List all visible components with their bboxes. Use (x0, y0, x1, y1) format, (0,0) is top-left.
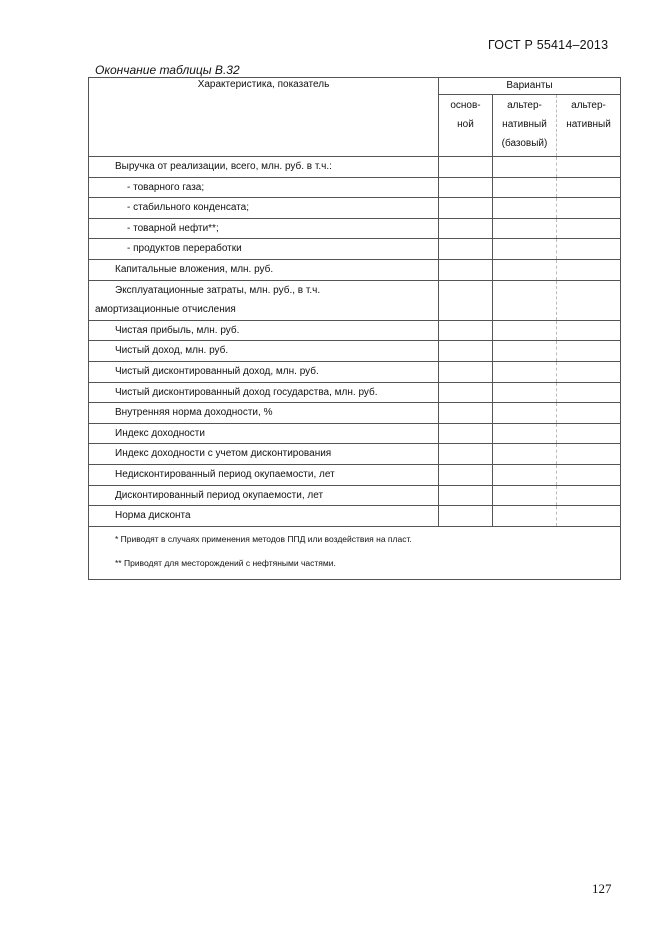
col-header-alt-base: альтер- нативный (базовый) (493, 95, 557, 157)
col-header-alt: альтер- нативный (557, 95, 621, 157)
row-label: Дисконтированный период окупаемости, лет (89, 485, 439, 506)
row-label: Чистая прибыль, млн. руб. (89, 320, 439, 341)
row-label: Индекс доходности (89, 423, 439, 444)
col-header-characteristic: Характеристика, показатель (89, 78, 439, 157)
table-row (89, 157, 621, 178)
row-label: - стабильного конденсата; (89, 198, 439, 219)
table-row (89, 341, 621, 362)
row-label: Выручка от реализации, всего, млн. руб. в т.ч.: (89, 157, 439, 178)
row-label: Капитальные вложения, млн. руб. (89, 259, 439, 280)
page-number: 127 (592, 881, 612, 896)
col-header-basic: основ- ной (439, 95, 493, 157)
table-notes (89, 526, 621, 579)
table-row (89, 361, 621, 382)
table-caption: Окончание таблицы В.32 (95, 63, 240, 77)
row-label: Эксплуатационные затраты, млн. руб., в т.ч. амортизационные отчисления (89, 280, 439, 320)
row-label: - продуктов переработки (89, 239, 439, 260)
standard-code: ГОСТ Р 55414–2013 (488, 38, 609, 52)
table-row (89, 423, 621, 444)
row-label: Недисконтированный период окупаемости, лет (89, 464, 439, 485)
table-row (89, 382, 621, 403)
table-row (89, 177, 621, 198)
table-row (89, 280, 621, 320)
table-row (89, 403, 621, 424)
table-row (89, 444, 621, 465)
table-row (89, 464, 621, 485)
row-label: Чистый дисконтированный доход, млн. руб. (89, 361, 439, 382)
footnote-2: ** Приводят для месторождений с нефтяными частями. (115, 557, 336, 568)
table-row (89, 198, 621, 219)
row-label: Индекс доходности с учетом дисконтирования (89, 444, 439, 465)
footnote-1: * Приводят в случаях применения методов ППД или воздействия на пласт. (115, 533, 412, 544)
row-label: - товарного газа; (89, 177, 439, 198)
row-label: Внутренняя норма доходности, % (89, 403, 439, 424)
col-header-variants: Варианты (439, 78, 621, 95)
table-row (89, 259, 621, 280)
table-row (89, 218, 621, 239)
table-row (89, 506, 621, 527)
row-label: Чистый доход, млн. руб. (89, 341, 439, 362)
indicators-table (88, 77, 621, 580)
row-label: Чистый дисконтированный доход государства, млн. руб. (89, 382, 439, 403)
table-row (89, 485, 621, 506)
row-label: - товарной нефти**; (89, 218, 439, 239)
row-label: Норма дисконта (89, 506, 439, 527)
table-row (89, 320, 621, 341)
table-row (89, 239, 621, 260)
